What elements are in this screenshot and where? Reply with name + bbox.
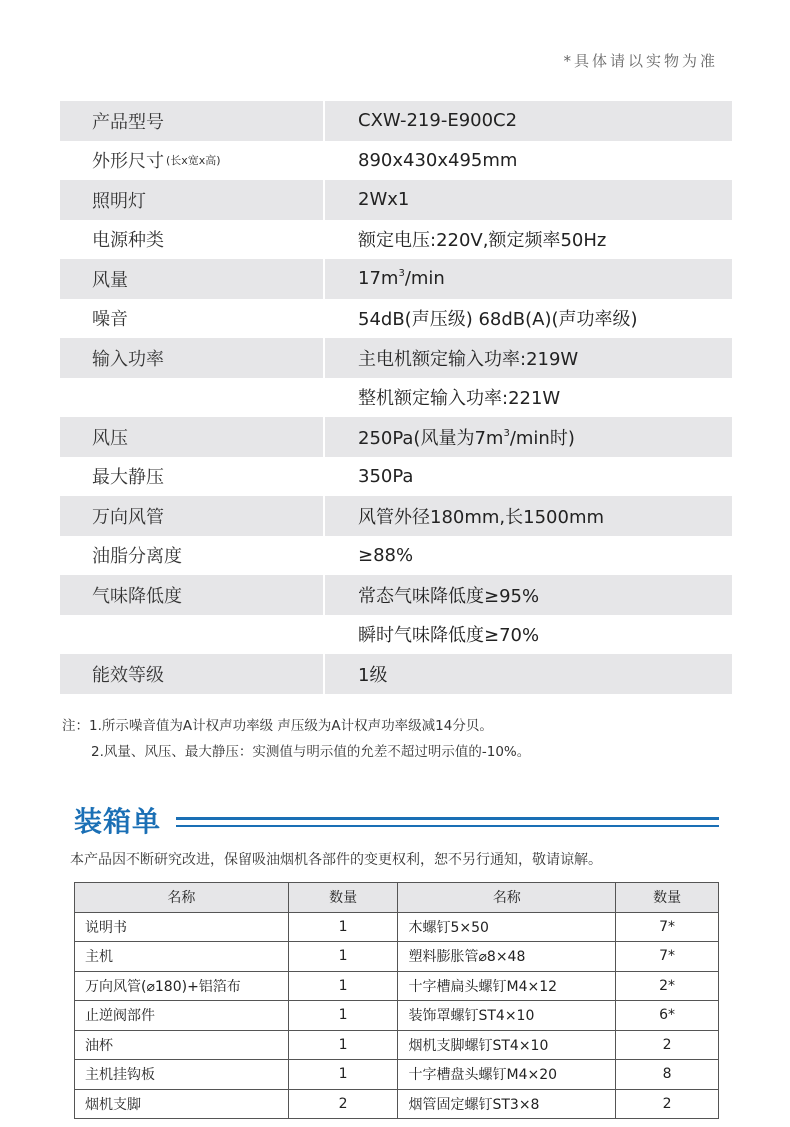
item-qty-cell: 2 bbox=[288, 1089, 398, 1119]
spec-label bbox=[60, 378, 325, 418]
spec-value bbox=[325, 503, 604, 529]
table-row bbox=[75, 1030, 719, 1060]
item-qty-cell: 1 bbox=[288, 1001, 398, 1031]
spec-value bbox=[325, 621, 539, 647]
item-name-cell: 主机 bbox=[75, 942, 289, 972]
item-qty-cell: 2 bbox=[616, 1030, 719, 1060]
spec-value-text: 额定电压:220V,额定频率50Hz bbox=[358, 230, 607, 252]
spec-label bbox=[60, 259, 325, 299]
spec-label bbox=[60, 299, 325, 339]
top-disclaimer: *具体请以实物为准 bbox=[563, 52, 718, 70]
footnote bbox=[62, 713, 530, 765]
spec-label-text: 万向风管 bbox=[92, 506, 164, 528]
spec-value-superscript: 3 bbox=[503, 427, 510, 439]
spec-label bbox=[60, 654, 325, 694]
item-name-cell: 十字槽盘头螺钉M4×20 bbox=[398, 1060, 616, 1090]
spec-label bbox=[60, 141, 325, 181]
packing-intro: 本产品因不断研究改进，保留吸油烟机各部件的变更权利，恕不另行通知，敬请谅解。 bbox=[70, 852, 602, 868]
spec-label-text: 电源种类 bbox=[92, 230, 164, 252]
item-name-cell: 烟机支脚螺钉ST4×10 bbox=[398, 1030, 616, 1060]
spec-label bbox=[60, 220, 325, 260]
spec-row bbox=[60, 101, 732, 141]
spec-value-text: ≥88% bbox=[358, 544, 414, 566]
header-name-1: 名称 bbox=[75, 883, 289, 913]
spec-row bbox=[60, 141, 732, 181]
spec-value-text: 瞬时气味降低度≥70% bbox=[358, 625, 540, 647]
packing-table bbox=[74, 882, 719, 1119]
spec-row bbox=[60, 654, 732, 694]
spec-row bbox=[60, 378, 732, 418]
spec-value bbox=[325, 424, 575, 450]
item-name-cell: 烟机支脚 bbox=[75, 1089, 289, 1119]
spec-value bbox=[325, 384, 560, 410]
spec-label-text: 能效等级 bbox=[92, 664, 164, 686]
packing-list-title: 装箱单 bbox=[74, 805, 162, 838]
spec-value bbox=[325, 545, 413, 566]
spec-label bbox=[60, 180, 325, 220]
spec-value bbox=[325, 226, 606, 252]
spec-value bbox=[325, 345, 578, 371]
table-row bbox=[75, 1089, 719, 1119]
table-row bbox=[75, 1001, 719, 1031]
spec-label-text: 风量 bbox=[92, 269, 128, 291]
spec-label bbox=[60, 615, 325, 655]
table-row bbox=[75, 942, 719, 972]
spec-value-text: 350Pa bbox=[358, 465, 414, 487]
spec-value-text: 风管外径180mm,长1500mm bbox=[358, 506, 605, 528]
spec-value-text: 主电机额定输入功率:219W bbox=[358, 348, 579, 370]
item-qty-cell: 1 bbox=[288, 1030, 398, 1060]
spec-value bbox=[325, 466, 413, 487]
item-qty-cell: 2* bbox=[616, 971, 719, 1001]
spec-row bbox=[60, 259, 732, 299]
table-row bbox=[75, 912, 719, 942]
spec-value-text: 54dB(声压级) 68dB(A)(声功率级) bbox=[358, 309, 638, 331]
item-qty-cell: 1 bbox=[288, 1060, 398, 1090]
spec-table bbox=[60, 101, 732, 694]
item-qty-cell: 6* bbox=[616, 1001, 719, 1031]
spec-row bbox=[60, 338, 732, 378]
spec-value bbox=[325, 150, 517, 171]
item-name-cell: 烟管固定螺钉ST3×8 bbox=[398, 1089, 616, 1119]
item-qty-cell: 7* bbox=[616, 912, 719, 942]
spec-label bbox=[60, 457, 325, 497]
spec-row bbox=[60, 615, 732, 655]
item-qty-cell: 8 bbox=[616, 1060, 719, 1090]
spec-label-text: 气味降低度 bbox=[92, 585, 182, 607]
spec-value-superscript: 3 bbox=[398, 268, 405, 280]
spec-row bbox=[60, 180, 732, 220]
spec-label bbox=[60, 496, 325, 536]
title-rule bbox=[176, 817, 719, 827]
spec-value bbox=[325, 189, 409, 210]
spec-label bbox=[60, 536, 325, 576]
item-name-cell: 十字槽扁头螺钉M4×12 bbox=[398, 971, 616, 1001]
item-name-cell: 塑料膨胀管⌀8×48 bbox=[398, 942, 616, 972]
spec-value-text: 17m bbox=[358, 268, 399, 290]
item-qty-cell: 1 bbox=[288, 912, 398, 942]
item-name-cell: 油杯 bbox=[75, 1030, 289, 1060]
spec-value-text: 890x430x495mm bbox=[358, 149, 518, 171]
table-row bbox=[75, 1060, 719, 1090]
spec-row bbox=[60, 496, 732, 536]
table-row bbox=[75, 971, 719, 1001]
header-qty-1: 数量 bbox=[288, 883, 398, 913]
spec-label-note: (长x宽x高) bbox=[166, 154, 221, 168]
spec-label bbox=[60, 575, 325, 615]
spec-value bbox=[325, 268, 445, 289]
item-name-cell: 木螺钉5×50 bbox=[398, 912, 616, 942]
spec-value-text: 2Wx1 bbox=[358, 189, 410, 211]
item-name-cell: 万向风管(⌀180)+铝箔布 bbox=[75, 971, 289, 1001]
spec-value-text: 常态气味降低度≥95% bbox=[358, 585, 540, 607]
item-qty-cell: 2 bbox=[616, 1089, 719, 1119]
spec-label-text: 外形尺寸 bbox=[92, 151, 164, 173]
spec-label-text: 油脂分离度 bbox=[92, 546, 182, 568]
item-name-cell: 主机挂钩板 bbox=[75, 1060, 289, 1090]
spec-row bbox=[60, 575, 732, 615]
spec-value bbox=[325, 582, 539, 608]
spec-row bbox=[60, 417, 732, 457]
spec-value-suffix: /min时) bbox=[509, 427, 575, 449]
spec-row bbox=[60, 457, 732, 497]
spec-label-text: 最大静压 bbox=[92, 467, 164, 489]
spec-value bbox=[325, 110, 517, 131]
footnote-line-2: 2.风量、风压、最大静压：实测值与明示值的允差不超过明示值的-10%。 bbox=[91, 744, 531, 760]
item-name-cell: 说明书 bbox=[75, 912, 289, 942]
item-qty-cell: 1 bbox=[288, 942, 398, 972]
packing-header-row bbox=[75, 883, 719, 913]
spec-label-text: 输入功率 bbox=[92, 348, 164, 370]
spec-row bbox=[60, 220, 732, 260]
spec-label-text: 噪音 bbox=[92, 309, 128, 331]
spec-label-text: 照明灯 bbox=[92, 190, 146, 212]
header-name-2: 名称 bbox=[398, 883, 616, 913]
spec-label-text: 产品型号 bbox=[92, 111, 164, 133]
spec-row bbox=[60, 536, 732, 576]
footnote-line-1: 注：1.所示噪音值为A计权声功率级 声压级为A计权声功率级减14分贝。 bbox=[62, 718, 493, 734]
item-name-cell: 装饰罩螺钉ST4×10 bbox=[398, 1001, 616, 1031]
spec-row bbox=[60, 299, 732, 339]
spec-value-text: CXW-219-E900C2 bbox=[358, 110, 518, 132]
spec-label-text: 风压 bbox=[92, 427, 128, 449]
spec-value-text: 1级 bbox=[358, 664, 388, 686]
spec-value bbox=[325, 661, 387, 687]
header-qty-2: 数量 bbox=[616, 883, 719, 913]
spec-value-text: 250Pa(风量为7m bbox=[358, 427, 504, 449]
spec-label bbox=[60, 101, 325, 141]
spec-label bbox=[60, 417, 325, 457]
spec-value-suffix: /min bbox=[404, 268, 445, 290]
spec-value-text: 整机额定输入功率:221W bbox=[358, 388, 561, 410]
item-name-cell: 止逆阀部件 bbox=[75, 1001, 289, 1031]
spec-label bbox=[60, 338, 325, 378]
item-qty-cell: 1 bbox=[288, 971, 398, 1001]
item-qty-cell: 7* bbox=[616, 942, 719, 972]
spec-value bbox=[325, 305, 638, 331]
